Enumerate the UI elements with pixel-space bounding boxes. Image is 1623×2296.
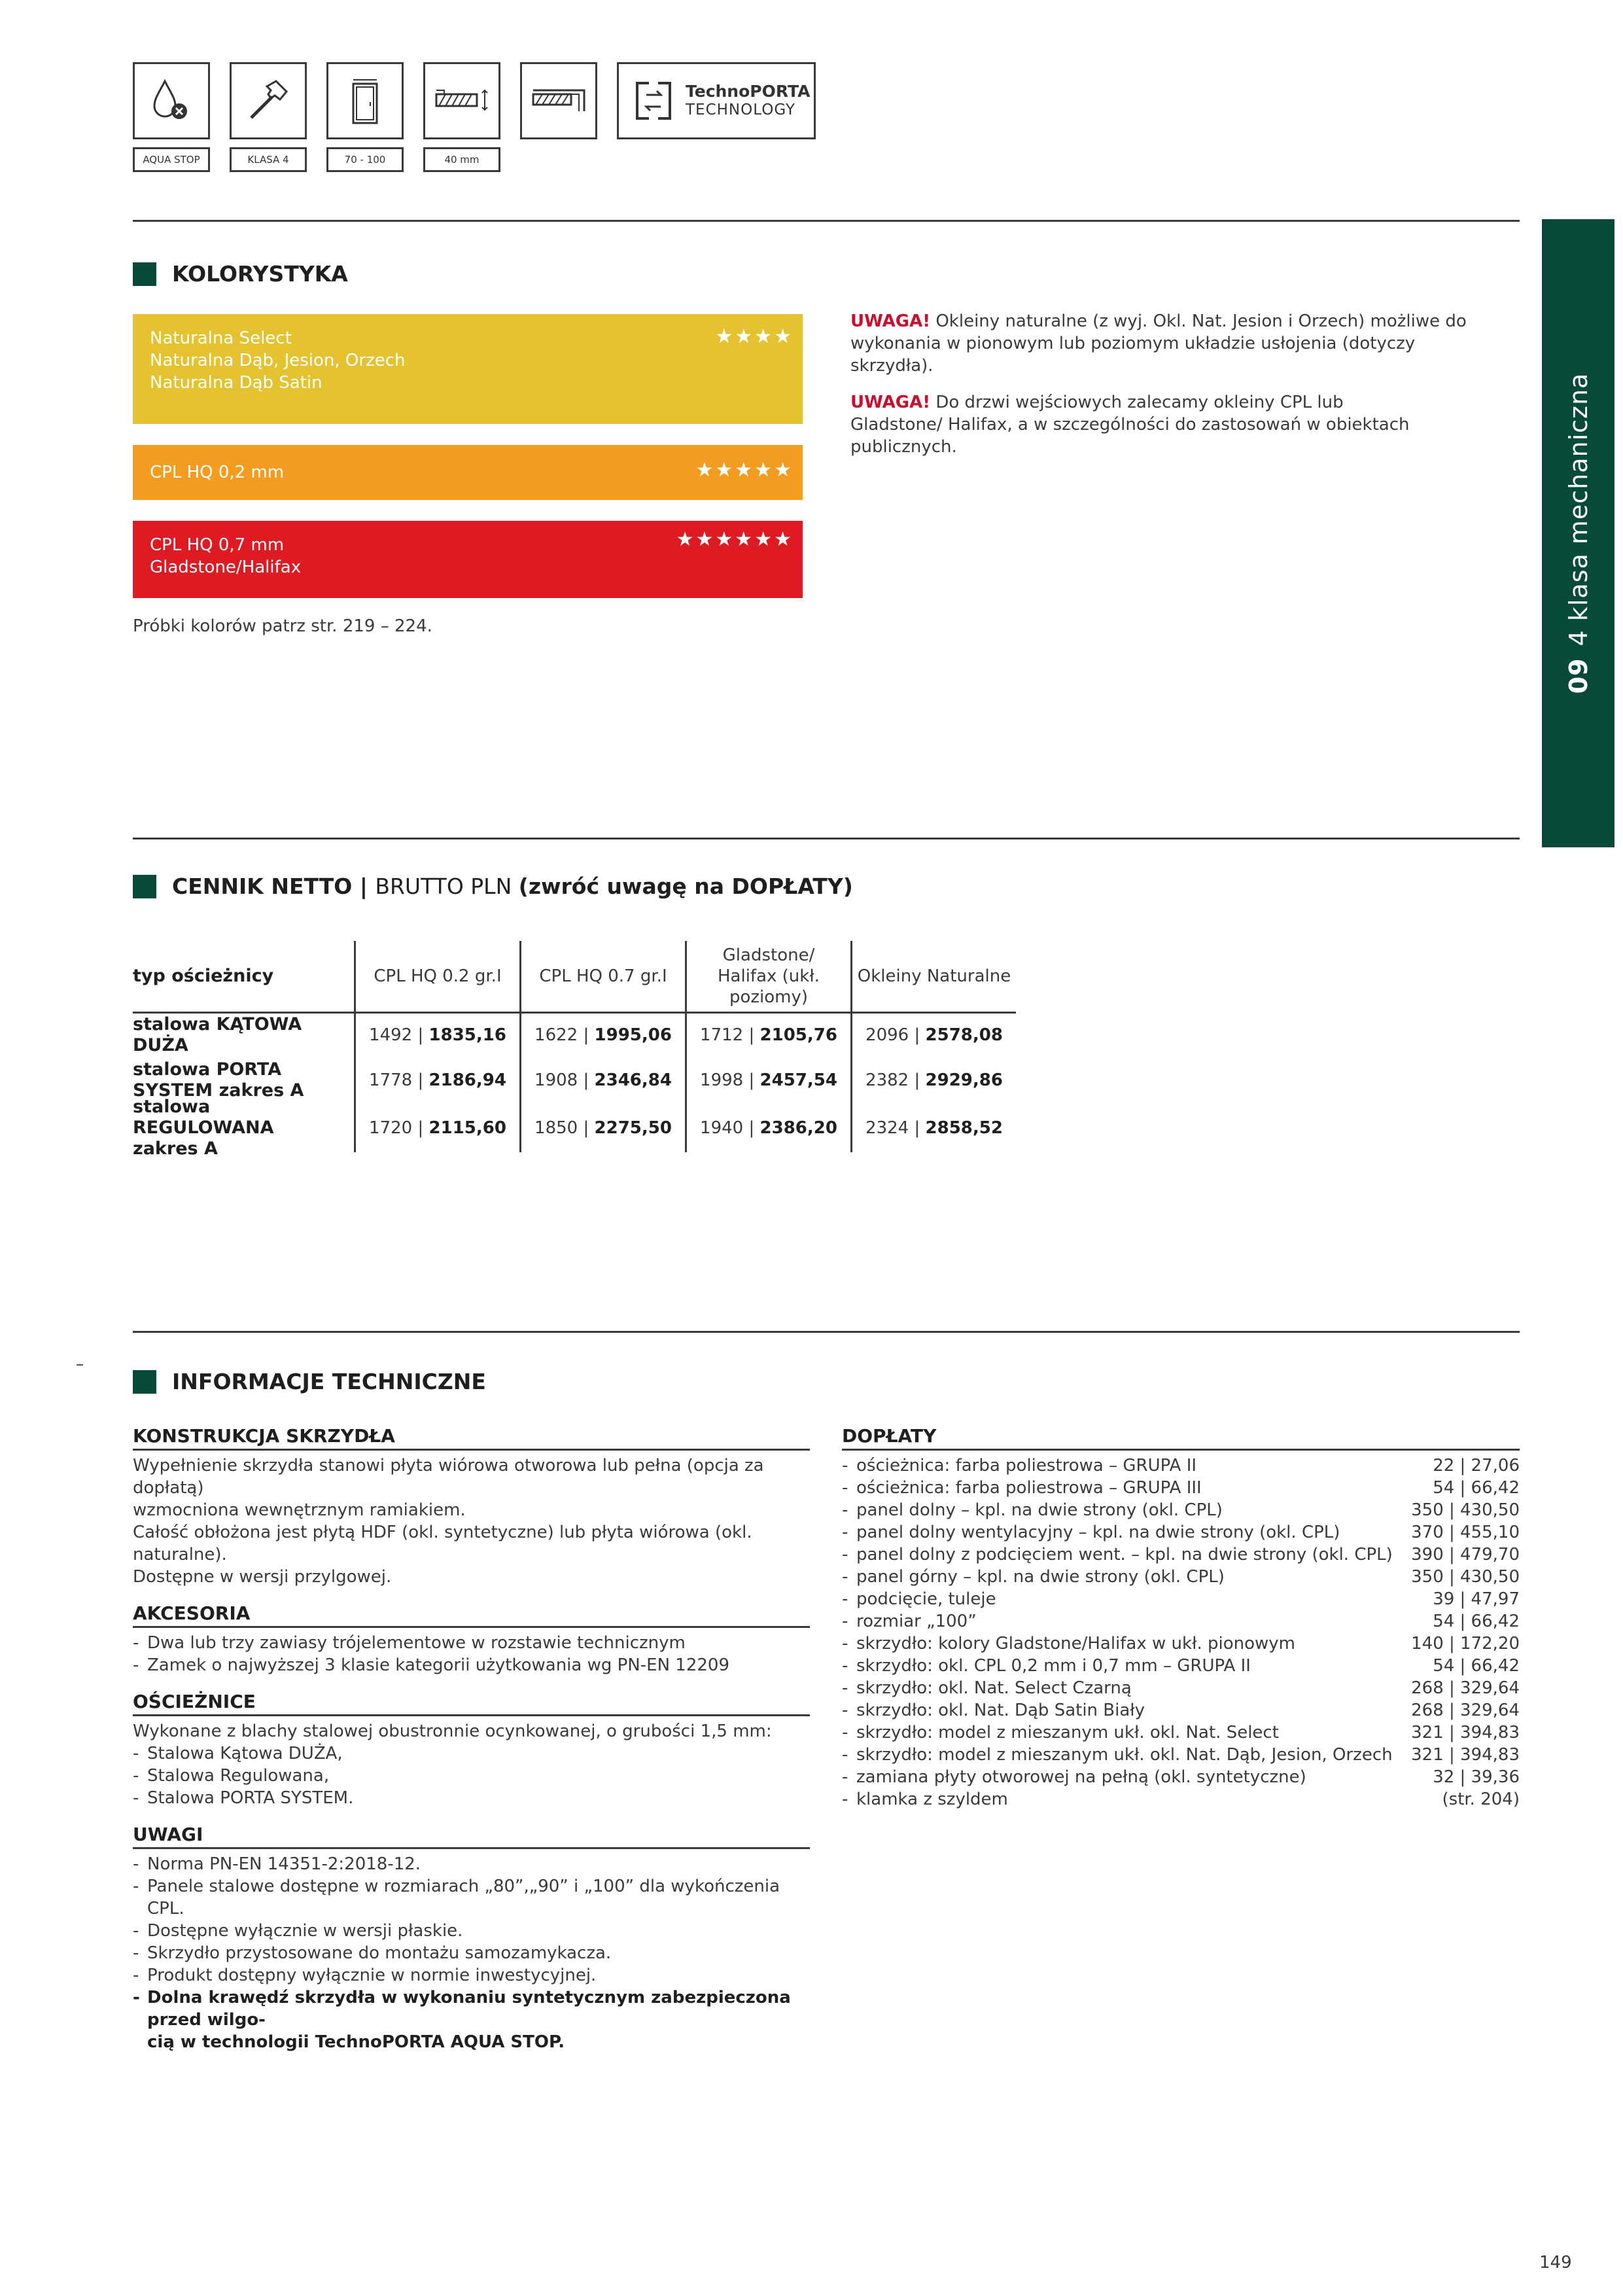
surcharge-label: ościeżnica: farba poliestrowa – GRUPA III [856,1478,1202,1498]
kolorystyka-title: KOLORYSTYKA [172,261,348,287]
row-frame-type: stalowa KĄTOWA DUŻA [133,1014,302,1055]
surcharge-label: skrzydło: okl. Nat. Select Czarną [856,1678,1132,1698]
surcharge-value: 390 | 479,70 [1411,1545,1520,1564]
class-label: KLASA 4 [230,147,307,172]
konstrukcja-text: Wypełnienie skrzydła stanowi płyta wiórowa otworowa lub pełna (opcja za dopłatą) wzmocniona wewnętrznym ramiakiem. Całość obłożona jest płytą HDF (okl. syntetyczne) lub płyta wiórowa (okl. naturalne). Dostępne w wersji przylgowej. [133,1456,764,1587]
warning-label: UWAGA! [850,393,931,412]
rating-stars-icon: ★★★★★ [695,459,794,482]
surcharge-label: skrzydło: kolory Gladstone/Halifax w ukł. pionowym [856,1634,1295,1653]
list-item: - skrzydło: kolory Gladstone/Halifax w ukł. pionowym 140 | 172,20 [842,1634,1520,1653]
list-item: - skrzydło: okl. CPL 0,2 mm i 0,7 mm – GRUPA II 54 | 66,42 [842,1656,1520,1676]
technoporta-logo [617,62,816,139]
info-right-column [842,1425,1520,1810]
row-frame-type: stalowa PORTA SYSTEM zakres A [133,1059,304,1101]
color-bar-cpl-02 [133,445,803,500]
aqua-stop-icon [133,62,210,139]
surcharge-label: skrzydło: okl. Nat. Dąb Satin Biały [856,1701,1145,1720]
technoporta-subtitle: TECHNOLOGY [686,101,796,118]
list-item: - podcięcie, tuleje 39 | 47,97 [842,1589,1520,1609]
list-item: - Zamek o najwyższej 3 klasie kategorii użytkowania wg PN-EN 12209 [133,1655,729,1675]
margin-mark [77,1364,83,1366]
price-cell: 1622 | 1995,06 [519,1014,685,1057]
price-cell: 1720 | 2115,60 [354,1104,519,1152]
divider-lower [133,1331,1520,1333]
table-row [133,1014,1016,1057]
surcharge-value: 39 | 47,97 [1433,1589,1520,1609]
color-bar-line: Naturalna Dąb, Jesion, Orzech [150,351,406,370]
rating-stars-icon: ★★★★ [715,325,794,348]
page-number: 149 [1539,2253,1572,2272]
surcharge-label: panel dolny wentylacyjny – kpl. na dwie strony (okl. CPL) [856,1523,1340,1542]
list-item: - panel dolny wentylacyjny – kpl. na dwie strony (okl. CPL) 370 | 455,10 [842,1523,1520,1542]
surcharge-value: 54 | 66,42 [1433,1478,1520,1498]
price-table-header [133,941,1016,1012]
class-feature [230,62,307,172]
feature-icons [133,62,816,172]
rating-stars-icon: ★★★★★★ [676,528,794,551]
list-item: - Dolna krawędź skrzydła w wykonaniu syntetycznym zabezpieczona przed wilgo- cią w technologii TechnoPORTA AQUA STOP. [133,1988,791,2052]
price-cell: 2096 | 2578,08 [850,1014,1016,1057]
hammer-icon [230,62,307,139]
warning-natural [850,310,1478,377]
aqua-stop-label: AQUA STOP [133,147,210,172]
surcharge-label: podcięcie, tuleje [856,1589,996,1609]
list-item: - Stalowa Kątowa DUŻA, [133,1744,343,1763]
surcharge-value: 321 | 394,83 [1411,1723,1520,1742]
list-item: - rozmiar „100” 54 | 66,42 [842,1612,1520,1631]
color-bar-natural [133,314,803,424]
price-cell: 1940 | 2386,20 [685,1104,850,1152]
header-frame-type: typ ościeżnicy [133,966,274,986]
divider-middle [133,838,1520,839]
header-cpl-07: CPL HQ 0.7 gr.I [519,941,685,1012]
warning-text: Okleiny naturalne (z wyj. Okl. Nat. Jesion i Orzech) możliwe do wykonania w pionowym lub poziomym układzie usłojenia (dotyczy skrzydła). [850,311,1467,376]
surcharge-value: 140 | 172,20 [1411,1634,1520,1653]
konstrukcja-title: KONSTRUKCJA SKRZYDŁA [133,1425,810,1451]
color-bar-line: Gladstone/Halifax [150,557,302,577]
warning-label: UWAGA! [850,311,931,331]
heading-square-icon [133,1370,156,1394]
surcharge-label: panel dolny – kpl. na dwie strony (okl. CPL) [856,1500,1223,1520]
list-item: - skrzydło: okl. Nat. Select Czarną 268 | 329,64 [842,1678,1520,1698]
surcharge-label: ościeżnica: farba poliestrowa – GRUPA II [856,1456,1197,1475]
akcesoria-title: AKCESORIA [133,1602,810,1628]
list-item: - skrzydło: model z mieszanym ukł. okl. Nat. Dąb, Jesion, Orzech 321 | 394,83 [842,1745,1520,1765]
surcharge-value: 370 | 455,10 [1411,1523,1520,1542]
width-feature [326,62,404,172]
akcesoria-list [133,1632,810,1676]
color-bar-line: CPL HQ 0,2 mm [150,463,285,482]
divider-top [133,220,1520,222]
surcharge-value: (str. 204) [1442,1790,1520,1809]
cennik-title: CENNIK NETTO | BRUTTO PLN (zwróć uwagę na DOPŁATY) [172,874,853,899]
surcharge-value: 268 | 329,64 [1411,1701,1520,1720]
list-item: - Produkt dostępny wyłącznie w normie inwestycyjnej. [133,1966,597,1985]
table-row [133,1097,1016,1159]
surcharge-value: 268 | 329,64 [1411,1678,1520,1698]
price-cell: 2382 | 2929,86 [850,1057,1016,1104]
uwagi-list [133,1853,810,2053]
header-gladstone: Gladstone/ Halifax (ukł. poziomy) [685,941,850,1012]
list-item: - Skrzydło przystosowane do montażu samozamykacza. [133,1943,612,1963]
door-width-icon [326,62,404,139]
color-bar-line: Naturalna Dąb Satin [150,373,323,393]
heading-square-icon [133,262,156,286]
color-bar-line: Naturalna Select [150,328,292,348]
oscieznice-list: Wykonane z blachy stalowej obustronnie ocynkowanej, o grubości 1,5 mm: - Stalowa Kątowa DUŻA, - Stalowa Regulowana, - Stalowa PORTA SYSTEM. [133,1720,810,1809]
surcharge-value: 54 | 66,42 [1433,1656,1520,1676]
surcharge-value: 22 | 27,06 [1433,1456,1520,1475]
price-cell: 2324 | 2858,52 [850,1104,1016,1152]
frame-profile-icon [520,62,597,139]
list-item: - Panele stalowe dostępne w rozmiarach „80”,„90” i „100” dla wykończenia CPL. [133,1877,780,1918]
row-frame-type: stalowa REGULOWANA zakres A [133,1097,274,1159]
header-cpl-02: CPL HQ 0.2 gr.I [354,941,519,1012]
info-heading [133,1369,486,1394]
width-label: 70 - 100 [326,147,404,172]
price-cell: 1850 | 2275,50 [519,1104,685,1152]
aqua-stop-feature [133,62,210,172]
list-item: - zamiana płyty otworowej na pełną (okl. syntetyczne) 32 | 39,36 [842,1767,1520,1787]
chapter-number: 09 [1563,658,1593,694]
door-thickness-icon [423,62,500,139]
surcharge-label: skrzydło: model z mieszanym ukł. okl. Nat. Select [856,1723,1279,1742]
info-title: INFORMACJE TECHNICZNE [172,1369,486,1394]
price-cell: 1778 | 2186,94 [354,1057,519,1104]
surcharge-label: skrzydło: model z mieszanym ukł. okl. Nat. Dąb, Jesion, Orzech [856,1745,1393,1765]
doplaty-list [842,1455,1520,1810]
price-cell: 1492 | 1835,16 [354,1014,519,1057]
heading-square-icon [133,875,156,898]
thickness-feature [423,62,500,172]
chapter-tab [1542,219,1614,847]
header-natural: Okleiny Naturalne [850,941,1016,1012]
frame-feature [520,62,597,172]
surcharge-value: 54 | 66,42 [1433,1612,1520,1631]
thickness-label: 40 mm [423,147,500,172]
doplaty-title: DOPŁATY [842,1425,1520,1451]
price-cell: 1712 | 2105,76 [685,1014,850,1057]
list-item: - ościeżnica: farba poliestrowa – GRUPA III 54 | 66,42 [842,1478,1520,1498]
list-item: - Dwa lub trzy zawiasy trójelementowe w rozstawie technicznym [133,1633,686,1653]
surcharge-value: 350 | 430,50 [1411,1567,1520,1587]
list-item: - panel dolny z podcięciem went. – kpl. na dwie strony (okl. CPL) 390 | 479,70 [842,1545,1520,1564]
chapter-label: 4 klasa mechaniczna [1563,372,1593,646]
chapter-tab-text [1564,373,1593,694]
surcharge-label: panel górny – kpl. na dwie strony (okl. CPL) [856,1567,1225,1587]
surcharge-label: skrzydło: okl. CPL 0,2 mm i 0,7 mm – GRUPA II [856,1656,1251,1676]
list-item: - klamka z szyldem (str. 204) [842,1790,1520,1809]
warning-text: Do drzwi wejściowych zalecamy okleiny CPL lub Gladstone/ Halifax, a w szczególności do zastosowań w obiektach publicznych. [850,393,1410,457]
uwagi-title: UWAGI [133,1824,810,1849]
surcharge-label: zamiana płyty otworowej na pełną (okl. syntetyczne) [856,1767,1306,1787]
list-item: - skrzydło: okl. Nat. Dąb Satin Biały 268 | 329,64 [842,1701,1520,1720]
oscieznice-title: OŚCIEŻNICE [133,1691,810,1716]
technoporta-name: TechnoPORTA [686,82,811,101]
price-table [133,941,1016,1159]
technoporta-icon [631,78,676,124]
surcharge-value: 321 | 394,83 [1411,1745,1520,1765]
surcharge-label: rozmiar „100” [856,1612,977,1631]
surcharge-value: 32 | 39,36 [1433,1767,1520,1787]
color-bar-line: CPL HQ 0,7 mm [150,535,285,555]
info-left-column [133,1425,810,2053]
surcharge-value: 350 | 430,50 [1411,1500,1520,1520]
color-bar-cpl-07 [133,521,803,598]
list-item: - panel dolny – kpl. na dwie strony (okl. CPL) 350 | 430,50 [842,1500,1520,1520]
list-item: - Dostępne wyłącznie w wersji płaskie. [133,1921,463,1941]
list-item: - Norma PN-EN 14351-2:2018-12. [133,1854,421,1874]
warning-entrance [850,391,1413,458]
cennik-heading [133,874,853,899]
samples-note: Próbki kolorów patrz str. 219 – 224. [133,616,432,636]
price-cell: 1998 | 2457,54 [685,1057,850,1104]
list-item: - Stalowa PORTA SYSTEM. [133,1788,354,1808]
surcharge-label: panel dolny z podcięciem went. – kpl. na dwie strony (okl. CPL) [856,1545,1393,1564]
kolorystyka-heading [133,261,348,287]
list-item: - panel górny – kpl. na dwie strony (okl. CPL) 350 | 430,50 [842,1567,1520,1587]
list-item: - skrzydło: model z mieszanym ukł. okl. Nat. Select 321 | 394,83 [842,1723,1520,1742]
surcharge-label: klamka z szyldem [856,1790,1008,1809]
price-cell: 1908 | 2346,84 [519,1057,685,1104]
list-item: - Stalowa Regulowana, [133,1766,330,1786]
list-item: - ościeżnica: farba poliestrowa – GRUPA II 22 | 27,06 [842,1456,1520,1475]
